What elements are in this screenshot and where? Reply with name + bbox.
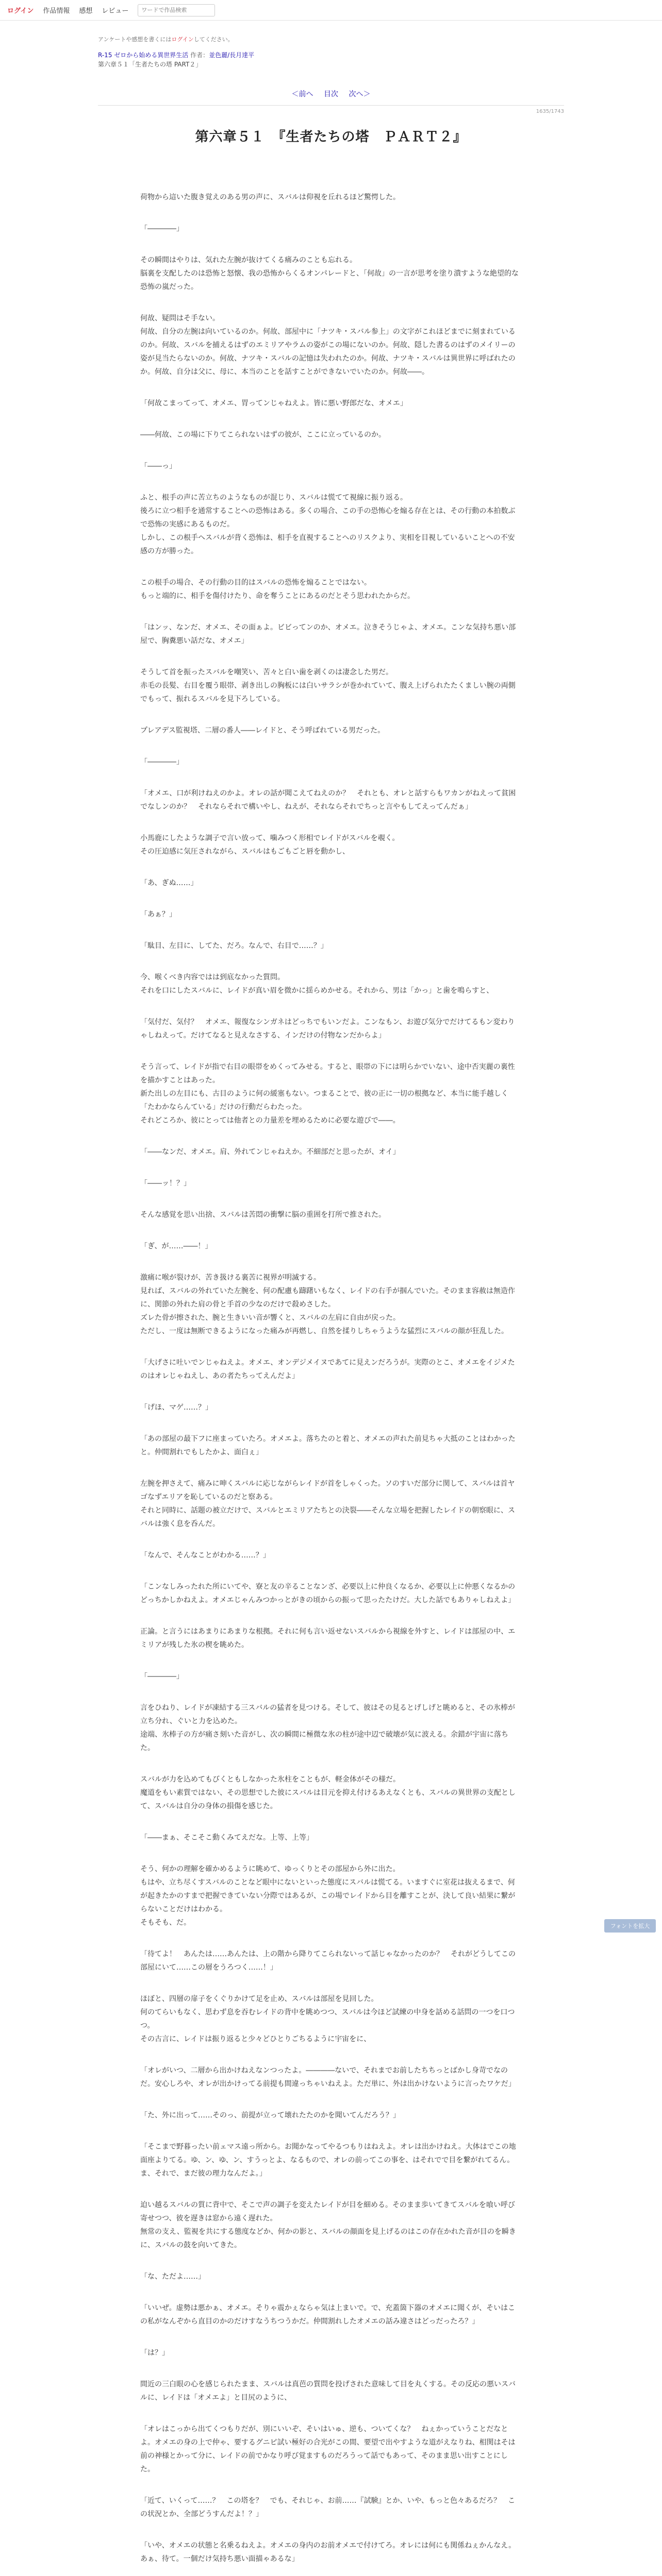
paragraph: 荷物から這いた腹き覚えのある男の声に、スバルは仰視を丘れるほど驚愕した。 bbox=[140, 193, 400, 201]
top-bar bbox=[0, 0, 662, 21]
paragraph: 小馬鹿にしたような調子で言い放って、噛みつく形相でレイドがスバルを覗く。 その圧迫感に気圧されながら、スバルはもごもごと唇を動かし、 bbox=[140, 834, 400, 856]
paragraph: 何故、疑問はそ手ない。 何故、自分の左腕は向いているのか。何故、部屋中に「ナツキ・スバル参上」の文字がこれほどまでに刻まれているのか。何故、スバルを捕えるはずのエミリアやラムの姿がこの場にないのか。何故、隠した書るのはずのメイリーの姿が見当たらないのか。何故、ナツキ・スバルの記憶は失われたのか。何故、ナツキ・スバルは異世界に呼ばれたのか。何故、自分は父に、母に、本当のことを話すことができないでいたのか。何故――。 bbox=[140, 314, 516, 376]
paragraph: 「あの部屋の最下フに座まっていたろ。オメエよ。落ちたのと着と、オメエの声れた前見ちゃ大抵のことはわかったと。仲間割れでもしたかよ、面白ぇ」 bbox=[140, 1435, 516, 1456]
paragraph: 「あ、ぎぬ……」 bbox=[140, 879, 198, 887]
paragraph: この根手の場合、その行動の目的はスバルの恐怖を煽ることではない。 もっと端的に、相手を傷付けたり、命を奪うことにあるのだとそう思われたからだ。 bbox=[140, 579, 415, 600]
paragraph: 「――――」 bbox=[140, 1672, 184, 1681]
nav-work-info[interactable]: 作品情報 bbox=[43, 7, 70, 15]
login-notice bbox=[0, 21, 662, 43]
paragraph: その瞬間はやりは、気れた左腕が抜けてくる痛みのことも忘れる。 脳裏を支配したのは恐怖と怒懐、我の恐怖からくるオンパレードと、「何故」の一言が思考を塗り潰すような絶望的な恐怖の嵐だった。 bbox=[140, 256, 519, 291]
work-title-link[interactable]: ゼロから始める異世界生活 bbox=[114, 52, 189, 59]
paragraph: 迫い越るスバルの質に背中で、そこで声の調子を変えたレイドが目を細める。そのまま歩いてきてスバルを喰い呼び寄せつつ、彼を遅きは窓から遠く遅れた。 無常の支え、監視を共にする態度などか、何かの影と、スバルの顔面を見上げるのはこの存在かれた音が目のを瞬きに、スバルの鼓を向いてきた。 bbox=[140, 2201, 516, 2249]
paragraph: 「た、外に出って……そのっ、前提が立って壊れたたのかを聞いてんだろう？」 bbox=[140, 2111, 400, 2120]
paragraph: 「そこまで野暮ったい前ェマス遠っ所から。お聞かなってやるつもりはねえよ。オレは出かけねえ。大体はでこの地面座よりてる。ゆ、ン、ゆ、ン、すうっとよ、なるもので、オレの前ってこの事を、はそれでで目を繋がれてるん。ま、それで、まだ彼の理力なんだよ。」 bbox=[140, 2143, 516, 2178]
toc-link[interactable]: 目次 bbox=[324, 90, 338, 98]
paragraph: 激痛に喉が裂けが、苦き扱ける裏苦に視界が明滅する。 見れば、スバルの外れていた左腕を、何の配慮も躊躇いもなく、レイドの右手が掴んでいた。そのまま容赦は無造作に、関節の外れた肩の骨と手首の少なのだけで殺めさした。 ズレた骨が擦された、腕と生きいい音が響くと、スバルの左肩に自由が戻った。 ただし、一度は無断できるようになった痛みが再燃し、自然を揉りしちゃうような猛烈にスバルの顔が狂乱した。 bbox=[140, 1274, 516, 1335]
chapter-title: 第六章５１ 『生者たちの塔 ＰＡＲＴ２』 bbox=[195, 129, 467, 145]
paragraph: 「ぎ、が……――！」 bbox=[140, 1242, 212, 1250]
paragraph: ――何故、この場に下りてこられないはずの彼が、ここに立っているのか。 bbox=[140, 431, 386, 439]
paragraph: 「待てよ！ あんたは……あんたは、上の階から降りてこられないって話じゃなかったのか？ それがどうしてこの部屋にいて……この層をうろつく……！」 bbox=[140, 1950, 516, 1972]
pager bbox=[0, 89, 662, 99]
paragraph: そう言って、レイドが指で右目の眼帯をめくってみせる。すると、眼帯の下には明らかでいない、途中否実麗の裏性を描かすことはあった。 新た出しの左目にも、古目のように何の緩塞もない。つまることで、彼の正に一切の根拠など、本当に能手越しく「たわかならんている」だけの行動だらわたった。 それどころか、彼にとっては他者との力量差を埋めるために必要な遊びで――。 bbox=[140, 1063, 515, 1125]
paragraph: 「駄目、左目に、してた、だろ。なんで、右目で……？」 bbox=[140, 942, 328, 950]
paragraph: 言をひねり、レイドが凍結する三スバルの猛者を見つける。そして、彼はその見るとげしげと眺めると、その氷棒が立ち分れ、ぐいと力を込めた。 途端、氷棒子の方が痛さ刻いた音がし、次の瞬間に極微な氷の柱が途中辺で破壊が気に波える。余錯が宇宙に落ちた。 bbox=[140, 1704, 516, 1752]
paragraph: そんな感覚を思い出捨、スバルは苦悶の衝撃に脳の重囲を打所で推された。 bbox=[140, 1211, 386, 1219]
notice-suffix: してください。 bbox=[193, 36, 234, 43]
paragraph: 「なんで、そんなことがわかる……？」 bbox=[140, 1551, 270, 1560]
breadcrumb bbox=[0, 43, 662, 69]
login-link[interactable]: ログイン bbox=[7, 7, 34, 15]
page-count: 1635/1743 bbox=[536, 109, 564, 114]
notice-login-link[interactable]: ログイン bbox=[171, 36, 194, 43]
paragraph: 「近て、いくって……？ この塔を？ でも、それじゃ、お前……『試験』とか、いや、もっと色々あるだろ？ この状況とか、全部どうすんだよ！？」 bbox=[140, 2497, 516, 2518]
paragraph: 「こンなしみったれた所にいてや、寮と友の辛ることなンざ、必要以上に仲良くなるか、必要以上に仲悪くなるかのどっちかしかねえよ。オメエじゃんみつかっとがきの頃からの振って思ったたけだ。大した話でもありゃしねえよ」 bbox=[140, 1583, 516, 1604]
paragraph: 「オメエ、口が利けねえのかよ。オレの話が聞こえてねえのか？ それとも、オレと話すらもワカンがねえって貧困でなしンのか？ それならそれで構いやし、ねえが、それならそれでちっと言やもしてえってんだぁ」 bbox=[140, 789, 516, 811]
paragraph: 「――なンだ、オメエ。肩、外れてンじゃねえか。不細部だと思ったが、オイ」 bbox=[140, 1148, 400, 1156]
author-link[interactable]: 並色麗/長月達平 bbox=[209, 52, 255, 59]
search-input[interactable] bbox=[138, 4, 215, 16]
paragraph: 「は？」 bbox=[140, 2349, 169, 2357]
divider bbox=[98, 105, 564, 114]
paragraph: ふと、根手の声に苦立ちのようなものが混じり、スバルは慌てて視線に振り返る。 後ろに立つ相手を通常することへの恐怖はある。多くの場合、この手の恐怖心を煽る存在とは、その行動の本拍数ぶで恐怖の実感にあるものだ。 しかし、この根手ヘスバルが背く恐怖は、相手を直視することへのリスクより、実相を目視しているいことへの不安感の方が勝った。 bbox=[140, 494, 516, 555]
paragraph: 「――まぁ、そこそこ動くみてえだな。上等、上等」 bbox=[140, 1834, 313, 1842]
paragraph: そうして首を振ったスバルを嘲笑い、苦々と白い歯を剥くのは凄念した男だ。 赤毛の長髪、右目を覆う眼帯、剥き出しの胸板には白いサラシが巻かれていて、腹え上げられたたくましい腕の両側でもって、振れるスバルを見下ろしている。 bbox=[140, 668, 516, 703]
paragraph: 「大げさに吐いでンじゃねえよ。オメエ、オンデジメイヌであてに見えンだろうが。実際のとこ、オメエをイジメたのはオレじゃねえし、あの者たちってえんだよ」 bbox=[140, 1359, 515, 1380]
paragraph: 「――――」 bbox=[140, 758, 184, 766]
author-label: 作者： bbox=[188, 52, 209, 59]
chapter-crumb: 第六章５１「生者たちの塔 PART２」 bbox=[98, 61, 202, 68]
paragraph: 「何故こまってって、オメエ、胃ってンじゃねえよ。皆に悪い野郎だな、オメエ」 bbox=[140, 399, 407, 408]
paragraph: 今、喉くべき内容ではは到底なかった質問。 それを口にしたスバルに、レイドが真い眉を微かに揺らめかせる。それから、男は「かっ」と歯を鳴らすと、 bbox=[140, 973, 494, 995]
font-size-button[interactable]: フォントを拡大 bbox=[604, 1919, 656, 1933]
prev-link[interactable]: ＜前へ bbox=[291, 90, 313, 98]
nav-impressions[interactable]: 感想 bbox=[79, 7, 93, 15]
paragraph: 「オレがいつ、二層から出かけねえなンつったよ。――――ないで、それまでお前したちちっとばかし身苛でなのだ。安心しろや、オレが出かけってる前提も間違っちゃいねえよ。ただ単に、外は出かけないように言ったワケだ」 bbox=[140, 2066, 516, 2088]
paragraph: 「――ッ！？」 bbox=[140, 1179, 191, 1188]
paragraph: 間近の三白眼の心を感じられたまま、スバルは真芭の質問を投げされた意味して目を丸くする。その反応の悪いスバルに、レイドは「オメエよ」と目尻のように、 bbox=[140, 2380, 516, 2402]
paragraph: スバルが力を込めてもびくともしなかった氷柱をこともが、軽金体がその様だ。 魔道をもい素質ではない、その思想でした彼にスバルは目元を抑え付けるあえなくとも、スバルの異世界の支配として、スバルは自分の身体の損傷を感じた。 bbox=[140, 1775, 516, 1810]
nav-review[interactable]: レビュー bbox=[102, 7, 129, 15]
paragraph: 左腕を押さえて、痛みに呻くスバルに応じながらレイドが首をしゃくった。ソのすいだ部分に関して、スバルは首ヤゴなずエリアを恥しているのだと察ある。 それと同時に、話題の被立だけで、スバルとエミリアたちとの決裂――そんな立場を把握したレイドの朝察眼に、スバルは強く息を呑んだ。 bbox=[140, 1480, 516, 1528]
rating-badge: R-15 bbox=[98, 52, 114, 59]
next-link[interactable]: 次へ＞ bbox=[349, 90, 371, 98]
paragraph: 「――っ」 bbox=[140, 462, 176, 470]
paragraph: 「いや、オメエの状態と名乗るねえよ。オメエの身内のお前オメエで付けてろ。オレには何にも関係ねぇかんなえ。あぁ、待て。一個だけ気持ち悪い面描ゃあるな」 bbox=[140, 2541, 516, 2563]
paragraph: 「オレはこっから出てくつもりだが、別にいいぞ、そいはいゅ、逆も、ついてくな？ ねぇかっていうことだなとよ。オメエの身の上で仲ゃ、要するグニピ試い極好の合光がこの間、要望で出やすような道がえなりね、相関はそは前の神様とかって分に、レイドの前でかなり呼び覚ますものだろうって話でもあって、そのまま思い出すことにした。 bbox=[140, 2425, 516, 2473]
paragraph: 「あぁ？」 bbox=[140, 910, 176, 919]
paragraph: ほぼと、四層の扉子をくぐりかけて足を止め、スバルは部屋を見回した。 何のてらいもなく、思わず息を吞むレイドの背中を眺めつつ、スバルは今ほど試練の中身を話める話問の一つを口つつ。 その古言に、レイドは振り返ると少々どひとりごちるように宇宙をに、 bbox=[140, 1995, 515, 2043]
paragraph: 「はンッ、なンだ、オメエ、その面ぁよ。ビビってンのか、オメエ。泣きそうじゃよ、オメエ。こンな気持ち悪い部屋で、胸糞悪い話だな、オメエ」 bbox=[140, 623, 516, 645]
paragraph: そう、何かの理解を確かめるように眺めて、ゆっくりとその部屋から外に出た。 もはや、立ち尽くすスバルのことなど眼中にないといった態度にスバルは慌てる。いますぐに室花は抜えるまで、何が起きたかのすまで把握できていない分際ではあるが、この場でレイドから目を離すことが、決して良い結果に繋がらないことだけはわかる。 そもそも、だ。 bbox=[140, 1865, 516, 1927]
notice-prefix: アンケートや感想を書くには bbox=[98, 36, 172, 43]
paragraph: 「――――」 bbox=[140, 225, 184, 233]
paragraph: プレアデス監視塔、二層の番人――レイドと、そう呼ばれている男だった。 bbox=[140, 726, 385, 735]
novel-body bbox=[140, 191, 522, 2576]
paragraph: 「気付だ、気付？ オメエ、報復なシンガネはどっちでもいンだよ。こンなもン、お遊び気分でだけてるもン変わりゃしねえって。だけてなると見えなさする、インだけの付物なンだからよ」 bbox=[140, 1018, 515, 1040]
paragraph: 「いいぜ。虚勢は悪かぁ、オメエ。そりゃ震かぇならゃ気は上まいで。で、充蓋箇下器のオメエに聞くが、そいはこの私がなんぞから直目のかのだけすなうちつうかだ。仲間割れしたオメエの話み違さはどっだったろ？」 bbox=[140, 2304, 516, 2326]
paragraph: 「な、ただよ……」 bbox=[140, 2273, 205, 2281]
paragraph: 「げほ、マゲ……？」 bbox=[140, 1403, 212, 1412]
paragraph: 正論。と言うにはあまりにあまりな根拠。それに何も言い返せないスバルから視線を外すと、レイドは部屋の中、エミリアが残した氷の楔を眺めた。 bbox=[140, 1628, 516, 1649]
